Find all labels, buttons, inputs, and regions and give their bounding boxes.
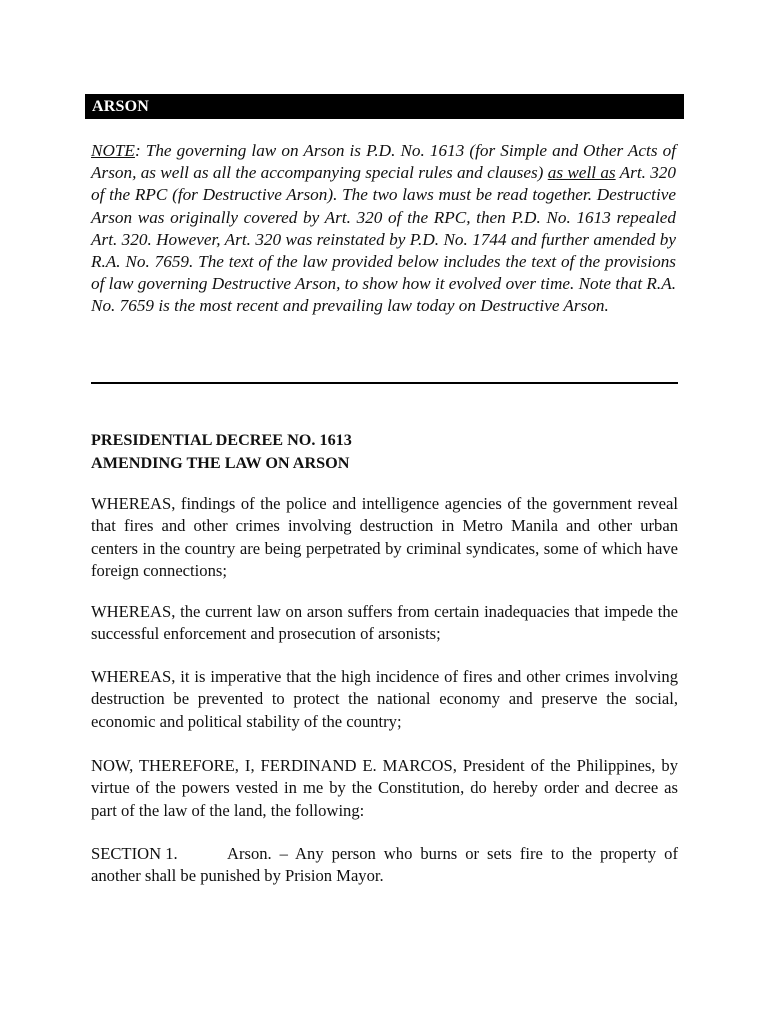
section-1-text: Arson. – Any person who burns or sets fire to the property of another shall be punished by Prision Mayor. — [91, 844, 678, 886]
note-text-part-2: Art. 320 of the RPC (for Destructive Arson). The two laws must be read together. Destructive Arson was originally covered by Art. 320 of the RPC, then P.D. No. 1613 repealed Art. 320. However, Art. 320 was reinstated by P.D. No. 1744 and further amended by R.A. No. 7659. The text of the law provided below includes the text of the provisions of law governing Destructive Arson, to show how it evolved over time. Note that R.A. No. 7659 is the most recent and prevailing law today on Destructive Arson. — [91, 163, 676, 316]
note-paragraph — [91, 140, 676, 318]
whereas-paragraph-1: WHEREAS, findings of the police and intelligence agencies of the government reveal that fires and other crimes involving destruction in Metro Manila and other urban centers in the country are being perpetrated by criminal syndicates, some of which have foreign connections; — [91, 494, 678, 581]
decree-title-line-2: AMENDING THE LAW ON ARSON — [91, 453, 350, 472]
horizontal-divider — [91, 382, 678, 384]
now-therefore-paragraph: NOW, THEREFORE, I, FERDINAND E. MARCOS, President of the Philippines, by virtue of the powers vested in me by the Constitution, do hereby order and decree as part of the law of the land, the following: — [91, 756, 678, 820]
section-1-label: SECTION 1. — [91, 844, 178, 863]
section-title: ARSON — [92, 98, 150, 115]
note-text-part-1: : The governing law on Arson is P.D. No. 1613 (for Simple and Other Acts of Arson, as well as all the accompanying special rules and clauses) — [91, 141, 676, 183]
section-1-paragraph — [91, 843, 678, 888]
note-as-well-as: as well as — [547, 163, 616, 183]
decree-title — [91, 429, 676, 474]
section-title-bar — [85, 94, 684, 119]
note-label: NOTE — [91, 141, 135, 160]
whereas-paragraph-2: WHEREAS, the current law on arson suffers from certain inadequacies that impede the successful enforcement and prosecution of arsonists; — [91, 602, 678, 644]
whereas-paragraph-3: WHEREAS, it is imperative that the high incidence of fires and other crimes involving destruction be prevented to protect the national economy and preserve the social, economic and political stability of the country; — [91, 667, 678, 731]
decree-title-line-1: PRESIDENTIAL DECREE NO. 1613 — [91, 431, 352, 449]
